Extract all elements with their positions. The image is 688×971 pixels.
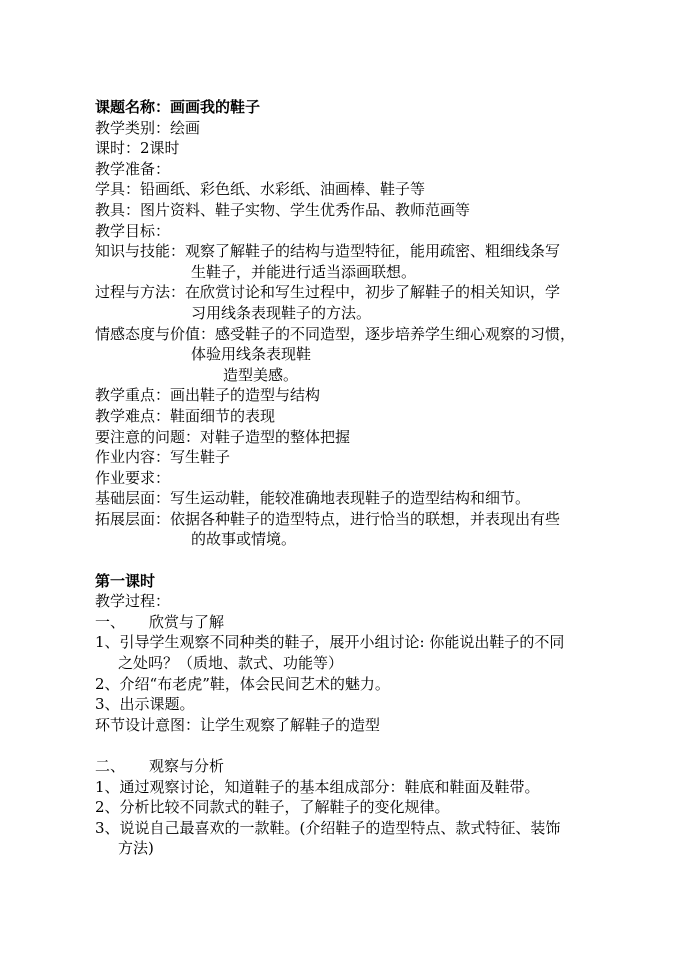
item-text-continued: 方法) — [118, 839, 154, 858]
process-heading: 教学过程： — [95, 592, 171, 611]
attention-note: 要注意的问题：对鞋子造型的整体把握 — [95, 427, 351, 446]
goal-emotion-text-3: 造型美感。 — [223, 365, 299, 384]
goal-emotion-text-2: 体验用线条表现鞋 — [191, 345, 312, 364]
basic-level-text: 写生运动鞋，能较准确地表现鞋子的造型结构和细节。 — [170, 489, 531, 508]
section2-item — [95, 777, 615, 798]
section2-item — [95, 818, 615, 859]
item-text: 说说自己最喜欢的一款鞋。(介绍鞋子的造型特点、款式特征、装饰 — [119, 818, 561, 837]
goal-knowledge — [95, 241, 615, 282]
goal-knowledge-text-1: 观察了解鞋子的结构与造型特征，能用疏密、粗细线条写 — [185, 242, 561, 261]
extend-level-label: 拓展层面： — [95, 509, 171, 528]
extend-level-text-2: 的故事或情境。 — [191, 530, 297, 549]
homework-requirements: 作业要求： — [95, 468, 171, 487]
section1-intent: 环节设计意图：让学生观察了解鞋子的造型 — [95, 715, 381, 734]
section2-heading — [95, 756, 615, 777]
section1-item — [95, 674, 615, 695]
goal-emotion-text-1: 感受鞋子的不同造型，逐步培养学生细心观察的习惯， — [215, 324, 576, 343]
goal-process — [95, 282, 615, 323]
item-text: 介绍“布老虎”鞋，体会民间艺术的魅力。 — [119, 674, 390, 693]
section1-number: 一、 — [95, 612, 126, 631]
item-text-continued: 之处吗？（质地、款式、功能等） — [118, 654, 344, 673]
goal-process-label: 过程与方法： — [95, 283, 186, 302]
section1-item — [95, 632, 615, 673]
item-number: 3、 — [95, 695, 120, 714]
section2-item — [95, 797, 615, 818]
basic-level — [95, 488, 615, 509]
teacher-tools: 教具：图片资料、鞋子实物、学生优秀作品、教师范画等 — [95, 200, 471, 219]
goal-emotion — [95, 324, 615, 386]
item-number: 1、 — [95, 633, 120, 652]
difficulty: 教学难点：鞋面细节的表现 — [95, 406, 276, 425]
item-text: 出示课题。 — [119, 695, 195, 714]
item-number: 3、 — [95, 818, 120, 837]
goals-heading: 教学目标： — [95, 221, 171, 240]
item-text: 通过观察讨论，知道鞋子的基本组成部分：鞋底和鞋面及鞋带。 — [119, 777, 540, 796]
spacer — [95, 735, 615, 756]
item-number: 2、 — [95, 674, 120, 693]
class-periods: 课时：2课时 — [95, 139, 180, 158]
goal-process-text-2: 习用线条表现鞋子的方法。 — [191, 303, 372, 322]
student-tools: 学具：铅画纸、彩色纸、水彩纸、油画棒、鞋子等 — [95, 180, 426, 199]
spacer — [95, 550, 615, 571]
section2-number: 二、 — [95, 757, 126, 775]
section1-title: 欣赏与了解 — [149, 612, 225, 631]
key-point: 教学重点：画出鞋子的造型与结构 — [95, 386, 321, 405]
item-number: 2、 — [95, 798, 120, 817]
goal-knowledge-text-2: 生鞋子，并能进行适当添画联想。 — [191, 262, 417, 281]
section1-item — [95, 694, 615, 715]
document-page — [95, 97, 615, 859]
prep-heading: 教学准备： — [95, 159, 171, 178]
item-text: 引导学生观察不同种类的鞋子，展开小组讨论: 你能说出鞋子的不同 — [119, 633, 565, 652]
goal-process-text-1: 在欣赏讨论和写生过程中，初步了解鞋子的相关知识，学 — [185, 283, 561, 302]
basic-level-label: 基础层面： — [95, 489, 171, 508]
item-text: 分析比较不同款式的鞋子，了解鞋子的变化规律。 — [119, 798, 450, 817]
section2-title: 观察与分析 — [149, 757, 225, 775]
item-number: 1、 — [95, 777, 120, 796]
section1-heading — [95, 612, 615, 633]
lesson-title: 课题名称：画画我的鞋子 — [95, 98, 261, 116]
teaching-category: 教学类别：绘画 — [95, 118, 201, 137]
goal-knowledge-label: 知识与技能： — [95, 242, 186, 261]
extend-level-text-1: 依据各种鞋子的造型特点，进行恰当的联想，并表现出有些 — [170, 509, 561, 528]
goal-emotion-label: 情感态度与价值： — [95, 324, 216, 343]
extend-level — [95, 509, 615, 550]
lesson1-heading: 第一课时 — [95, 571, 156, 590]
homework: 作业内容：写生鞋子 — [95, 448, 231, 467]
